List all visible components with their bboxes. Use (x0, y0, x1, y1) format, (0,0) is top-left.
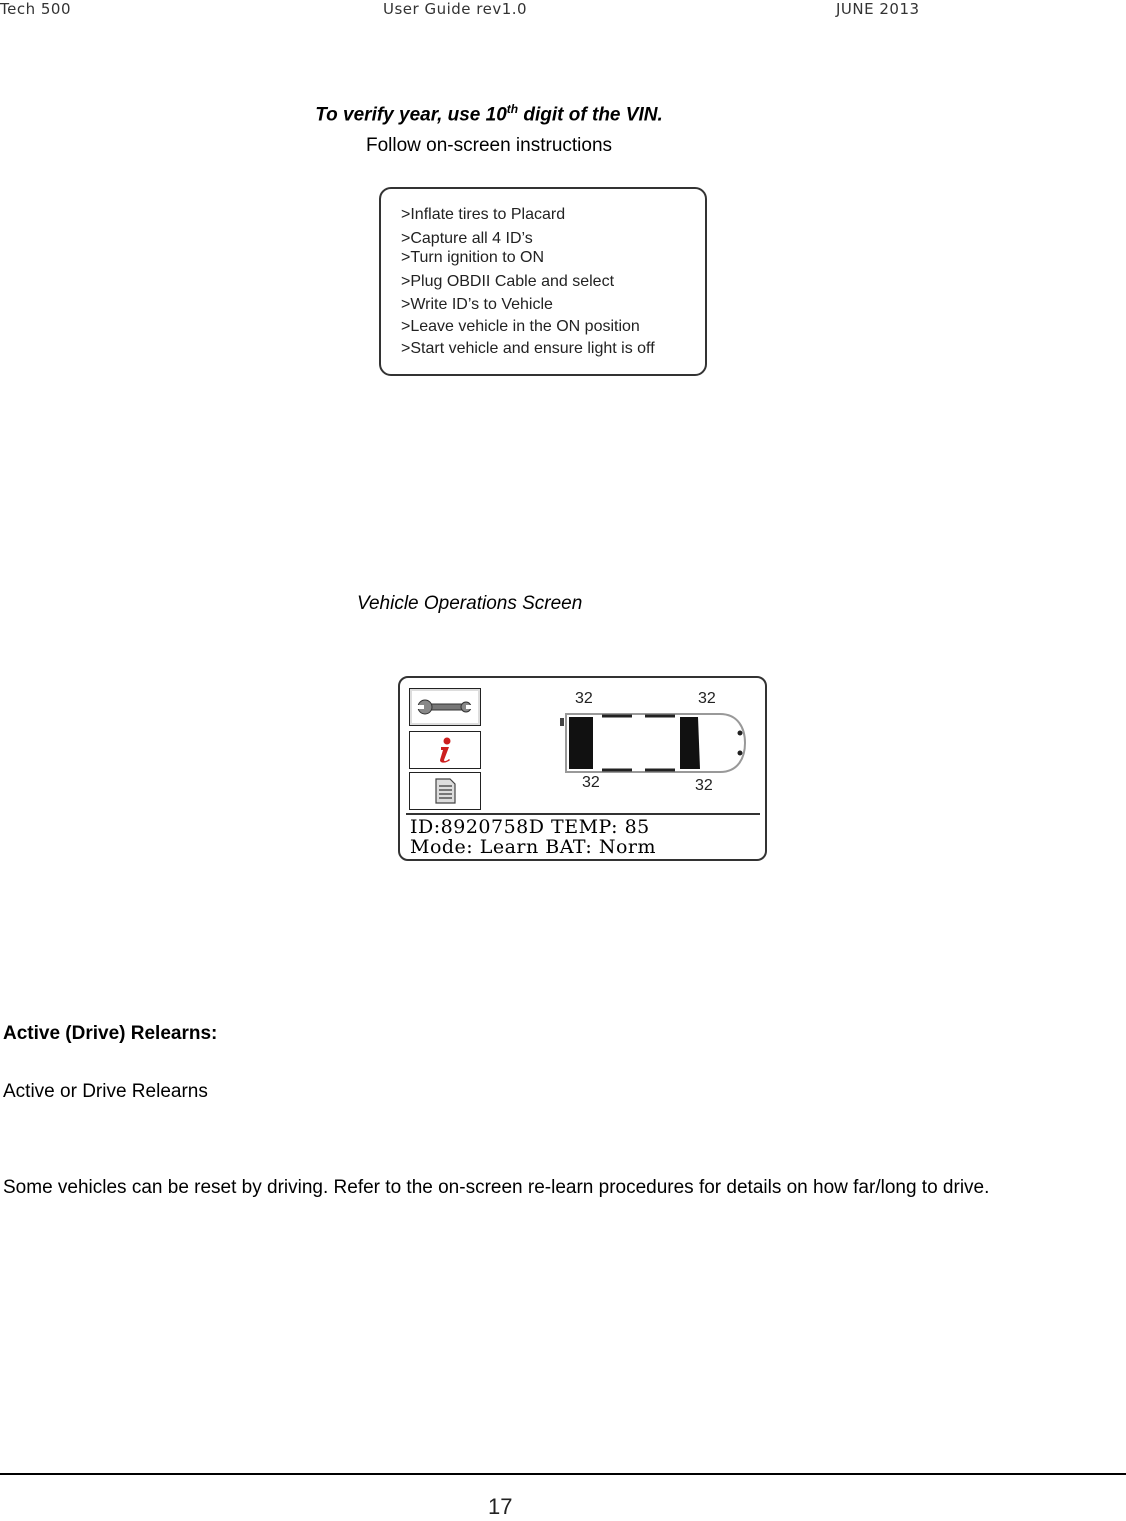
tire-pressure-rear-right: 32 (695, 777, 713, 794)
tire-pressure-front-left: 32 (575, 690, 593, 707)
report-button[interactable] (409, 772, 481, 810)
mode-battery-status: Mode: Learn BAT: Norm (410, 836, 657, 858)
header-doc-name: Tech 500 (0, 0, 71, 18)
section-heading: Active (Drive) Relearns: (3, 1023, 218, 1044)
instruction-line: >Leave vehicle in the ON position (401, 318, 640, 335)
page-header (0, 0, 1126, 22)
instruction-line: >Plug OBDII Cable and select (401, 273, 615, 290)
verify-year-instruction (0, 102, 978, 126)
info-icon (430, 735, 460, 765)
header-date: JUNE 2013 (836, 0, 920, 18)
instruction-line: >Write ID’s to Vehicle (401, 296, 553, 313)
relearn-instructions-screen (379, 187, 707, 376)
tire-pressure-front-right: 32 (698, 690, 716, 707)
footer-divider (0, 1473, 1126, 1475)
follow-instructions: Follow on-screen instructions (365, 135, 613, 156)
verify-superscript: th (506, 102, 519, 116)
tire-pressure-rear-left: 32 (582, 774, 600, 791)
instruction-line: >Turn ignition to ON (401, 249, 545, 266)
status-divider (406, 813, 760, 815)
verify-suffix: digit of the VIN. (518, 104, 663, 126)
verify-prefix: To verify year, use 10 (315, 104, 507, 126)
vehicle-operations-screen (398, 676, 767, 861)
document-icon (430, 776, 460, 806)
instruction-line: >Start vehicle and ensure light is off (401, 340, 655, 357)
section-paragraph: Some vehicles can be reset by driving. Refer to the on-screen re-learn procedures for details on how far/long to drive. (3, 1177, 990, 1198)
vehicle-operations-caption: Vehicle Operations Screen (357, 593, 583, 614)
page-number: 17 (488, 1494, 513, 1519)
tools-button[interactable] (409, 688, 481, 726)
instruction-line: >Capture all 4 ID’s (401, 230, 533, 247)
sensor-id-temp: ID:8920758D TEMP: 85 (410, 816, 650, 838)
car-top-view-icon (560, 708, 750, 778)
instruction-line: >Inflate tires to Placard (401, 206, 566, 223)
info-button[interactable] (409, 731, 481, 769)
header-guide-version: User Guide rev1.0 (383, 0, 528, 18)
wrench-icon (416, 696, 474, 718)
section-subheading: Active or Drive Relearns (3, 1081, 208, 1102)
